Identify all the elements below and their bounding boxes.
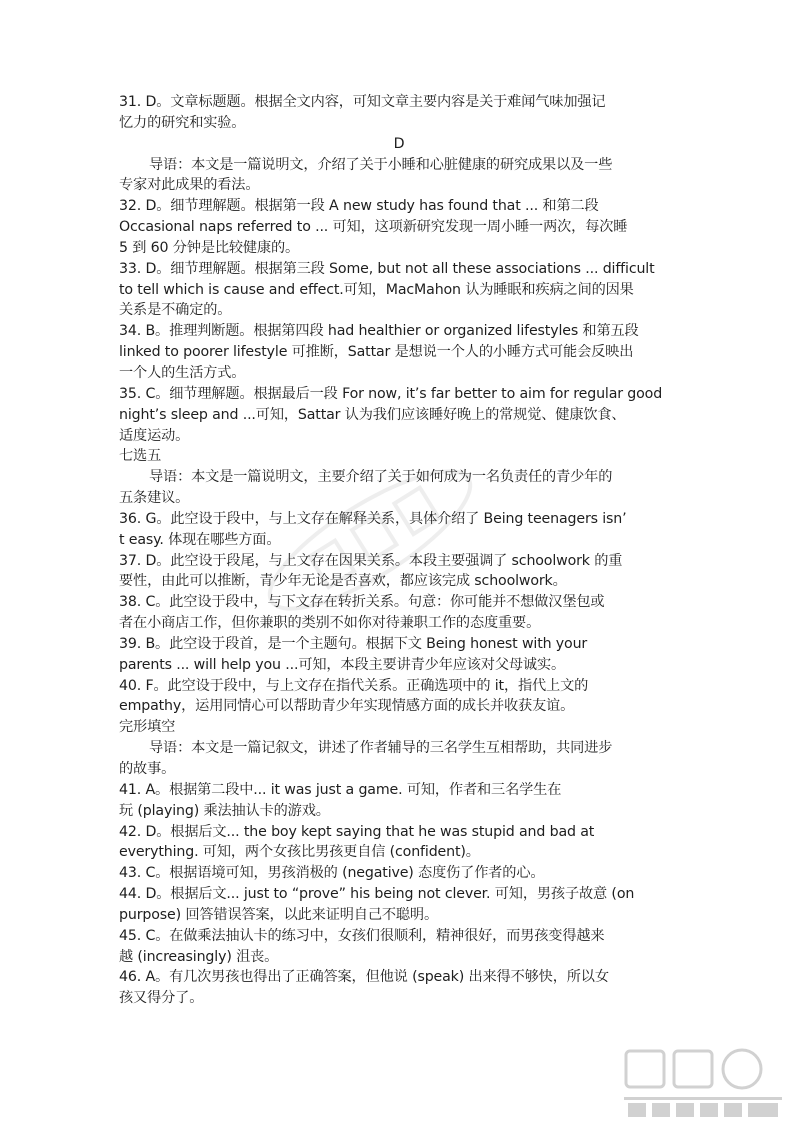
answer-35-line-3: 适度运动。 bbox=[119, 427, 190, 444]
answer-32-line-3: 5 到 60 分钟是比较健康的。 bbox=[119, 239, 300, 256]
answer-33-line-1: 33. D。细节理解题。根据第三段 Some, but not all these associations ... difficult bbox=[119, 260, 655, 277]
answer-44-line-2: purpose) 回答错误答案，以此来证明自己不聪明。 bbox=[119, 906, 439, 923]
answer-39-line-1: 39. B。此空设于段首，是一个主题句。根据下文 Being honest with your bbox=[119, 635, 588, 652]
answer-31-line-1: 31. D。文章标题题。根据全文内容，可知文章主要内容是关于难闻气味加强记 bbox=[119, 94, 606, 110]
answer-37-line-1: 37. D。此空设于段尾，与上文存在因果关系。本段主要强调了 schoolwork 的重 bbox=[119, 552, 623, 569]
answer-31-line-2: 忆力的研究和实验。 bbox=[119, 114, 246, 131]
answer-41-line-2: 玩 (playing) 乘法抽认卡的游戏。 bbox=[119, 802, 330, 819]
answer-35-line-2: night’s sleep and ...可知，Sattar 认为我们应该睡好晚上的常规觉、健康饮食、 bbox=[119, 406, 626, 423]
answer-key-page bbox=[119, 92, 679, 1009]
answer-45-line-1: 45. C。在做乘法抽认卡的练习中，女孩们很顺利，精神很好，而男孩变得越来 bbox=[119, 927, 605, 944]
section-d-heading: D bbox=[393, 135, 405, 152]
answer-32-line-2: Occasional naps referred to ... 可知，这项新研究发现一周小睡一两次，每次睡 bbox=[119, 219, 628, 236]
answer-33-line-3: 关系是不确定的。 bbox=[119, 302, 232, 319]
seven-choose-five-intro-line-1: 导语：本文是一篇说明文，主要介绍了关于如何成为一名负责任的青少年的 bbox=[149, 469, 613, 486]
answer-42-line-2: everything. 可知，两个女孩比男孩更自信 (confident)。 bbox=[119, 844, 480, 861]
section-cloze-heading: 完形填空 bbox=[119, 719, 176, 736]
answer-33-line-2: to tell which is cause and effect.可知，MacMahon 认为睡眠和疾病之间的因果 bbox=[119, 281, 634, 298]
answer-40-line-2: empathy，运用同情心可以帮助青少年实现情感方面的成长并收获友谊。 bbox=[119, 698, 575, 715]
answer-43-line-1: 43. C。根据语境可知，男孩消极的 (negative) 态度伤了作者的心。 bbox=[119, 865, 545, 882]
cloze-intro-line-2: 的故事。 bbox=[119, 761, 176, 777]
section-d-intro-line-2: 专家对此成果的看法。 bbox=[119, 177, 260, 194]
answer-39-line-2: parents ... will help you ...可知，本段主要讲青少年应该对父母诚实。 bbox=[119, 656, 566, 673]
answer-35-line-1: 35. C。细节理解题。根据最后一段 For now, it’s far better to aim for regular good bbox=[119, 385, 663, 402]
site-logo-watermark bbox=[618, 1045, 788, 1120]
answer-41-line-1: 41. A。根据第二段中... it was just a game. 可知，作者和三名学生在 bbox=[119, 781, 562, 798]
answer-46-line-2: 孩又得分了。 bbox=[119, 990, 204, 1007]
answer-36-line-2: t easy. 体现在哪些方面。 bbox=[119, 531, 281, 548]
section-d-intro-line-1: 导语：本文是一篇说明文，介绍了关于小睡和心脏健康的研究成果以及一些 bbox=[149, 156, 613, 173]
answer-40-line-1: 40. F。此空设于段中，与上文存在指代关系。正确选项中的 it，指代上文的 bbox=[119, 677, 589, 694]
answer-34-line-1: 34. B。推理判断题。根据第四段 had healthier or organized lifestyles 和第五段 bbox=[119, 323, 639, 340]
answer-45-line-2: 越 (increasingly) 沮丧。 bbox=[119, 948, 279, 965]
answer-34-line-2: linked to poorer lifestyle 可推断，Sattar 是想说一个人的小睡方式可能会反映出 bbox=[119, 344, 634, 361]
answer-32-line-1: 32. D。细节理解题。根据第一段 A new study has found that ... 和第二段 bbox=[119, 198, 599, 215]
answer-46-line-1: 46. A。有几次男孩也得出了正确答案，但他说 (speak) 出来得不够快，所以女 bbox=[119, 969, 609, 986]
answer-38-line-1: 38. C。此空设于段中，与下文存在转折关系。句意：你可能并不想做汉堡包或 bbox=[119, 594, 605, 611]
answer-36-line-1: 36. G。此空设于段中，与上文存在解释关系，具体介绍了 Being teenagers isn’ bbox=[119, 510, 627, 527]
answer-44-line-1: 44. D。根据后文... just to “prove” his being not clever. 可知，男孩子故意 (on bbox=[119, 886, 635, 903]
answer-34-line-3: 一个人的生活方式。 bbox=[119, 364, 246, 381]
answer-37-line-2: 要性，由此可以推断，青少年无论是否喜欢，都应该完成 schoolwork。 bbox=[119, 573, 567, 590]
section-seven-choose-five-heading: 七选五 bbox=[119, 448, 162, 465]
seven-choose-five-intro-line-2: 五条建议。 bbox=[119, 490, 190, 507]
answer-42-line-1: 42. D。根据后文... the boy kept saying that he was stupid and bad at bbox=[119, 823, 595, 840]
answer-38-line-2: 者在小商店工作，但你兼职的类别不如你对待兼职工作的态度重要。 bbox=[119, 615, 541, 632]
cloze-intro-line-1: 导语：本文是一篇记叙文，讲述了作者辅导的三名学生互相帮助，共同进步 bbox=[149, 740, 613, 757]
